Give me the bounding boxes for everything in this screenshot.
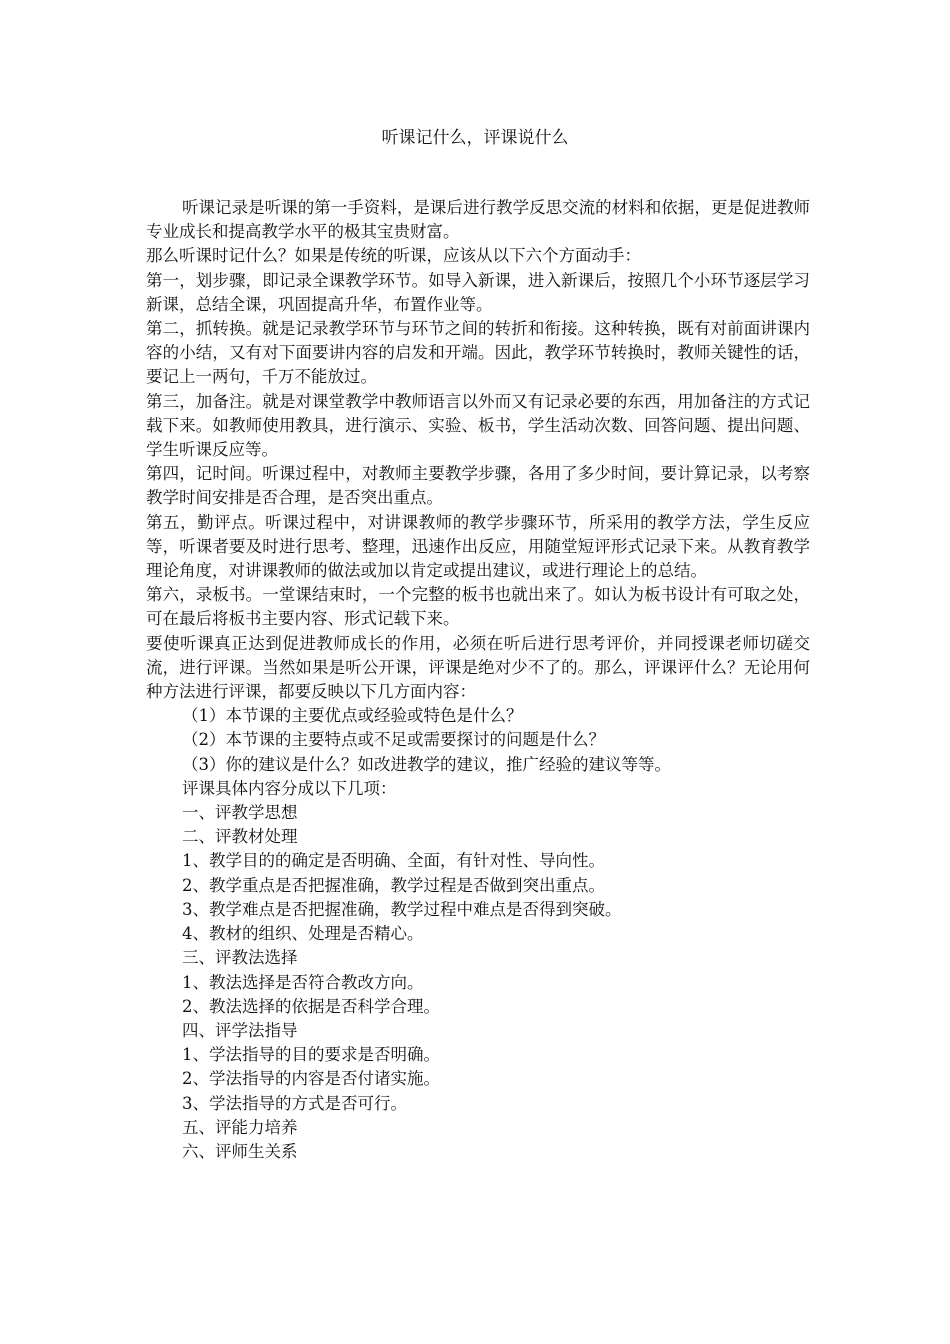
list-item: 三、评教法选择	[182, 948, 298, 968]
list-item: 3、教学难点是否把握准确，教学过程中难点是否得到突破。	[182, 899, 622, 919]
paragraph-question: 那么听课时记什么？如果是传统的听课，应该从以下六个方面动手：	[146, 246, 641, 266]
paragraph-point-3: 第三，加备注。就是对课堂教学中教师语言以外而又有记录必要的东西，用加备注的方式记载下来。如教师使用教具，进行演示、实验、板书，学生活动次数、回答问题、提出问题、学生听课反应等。	[146, 391, 810, 460]
list-item: 四、评学法指导	[182, 1020, 298, 1040]
paragraph-evaluation: 要使听课真正达到促进教师成长的作用，必须在听后进行思考评价，并同授课老师切磋交流，进行评课。当然如果是听公开课，评课是绝对少不了的。那么，评课评什么？无论用何种方法进行评课，都要反映以下几方面内容：	[146, 633, 810, 702]
list-item: 1、教法选择是否符合教改方向。	[182, 972, 424, 992]
paragraph-point-4: 第四，记时间。听课过程中，对教师主要教学步骤，各用了多少时间，要计算记录，以考察教学时间安排是否合理，是否突出重点。	[146, 464, 810, 508]
list-item: 4、教材的组织、处理是否精心。	[182, 924, 424, 944]
list-item: 2、教法选择的依据是否科学合理。	[182, 996, 440, 1016]
list-item: （2）本节课的主要特点或不足或需要探讨的问题是什么？	[182, 730, 605, 750]
paragraph-point-2: 第二，抓转换。就是记录教学环节与环节之间的转折和衔接。这种转换，既有对前面讲课内容的小结，又有对下面要讲内容的启发和开端。因此，教学环节转换时，教师关键性的话，要记上一两句，千万不能放过。	[146, 319, 810, 387]
list-item: 六、评师生关系	[182, 1141, 298, 1161]
paragraph-point-5: 第五，勤评点。听课过程中，对讲课教师的教学步骤环节，所采用的教学方法，学生反应等，听课者要及时进行思考、整理，迅速作出反应，用随堂短评形式记录下来。从教育教学理论角度，对讲课教师的做法或加以肯定或提出建议，或进行理论上的总结。	[146, 512, 810, 581]
list-item: 1、学法指导的目的要求是否明确。	[182, 1045, 440, 1065]
document-body	[146, 196, 810, 1164]
list-item: 二、评教材处理	[182, 827, 298, 847]
list-item: 3、学法指导的方式是否可行。	[182, 1093, 407, 1113]
list-item: （1）本节课的主要优点或经验或特色是什么？	[182, 706, 523, 726]
paragraph-point-6: 第六，录板书。一堂课结束时，一个完整的板书也就出来了。如认为板书设计有可取之处，可在最后将板书主要内容、形式记载下来。	[146, 585, 810, 629]
list-item: 2、学法指导的内容是否付诸实施。	[182, 1069, 440, 1089]
list-item: （3）你的建议是什么？如改进教学的建议，推广经验的建议等等。	[182, 754, 671, 774]
list-item: 五、评能力培养	[182, 1117, 298, 1137]
list-item: 评课具体内容分成以下几项：	[182, 778, 397, 798]
list-item: 2、教学重点是否把握准确，教学过程是否做到突出重点。	[182, 875, 605, 895]
paragraph-intro: 听课记录是听课的第一手资料，是课后进行教学反思交流的材料和依据，更是促进教师专业成长和提高教学水平的极其宝贵财富。	[146, 198, 810, 242]
list-item: 1、教学目的的确定是否明确、全面，有针对性、导向性。	[182, 851, 605, 871]
paragraph-point-1: 第一，划步骤，即记录全课教学环节。如导入新课，进入新课后，按照几个小环节逐层学习新课，总结全课，巩固提高升华，布置作业等。	[146, 270, 810, 314]
list-item: 一、评教学思想	[182, 803, 298, 823]
document-title: 听课记什么，评课说什么	[381, 128, 569, 148]
